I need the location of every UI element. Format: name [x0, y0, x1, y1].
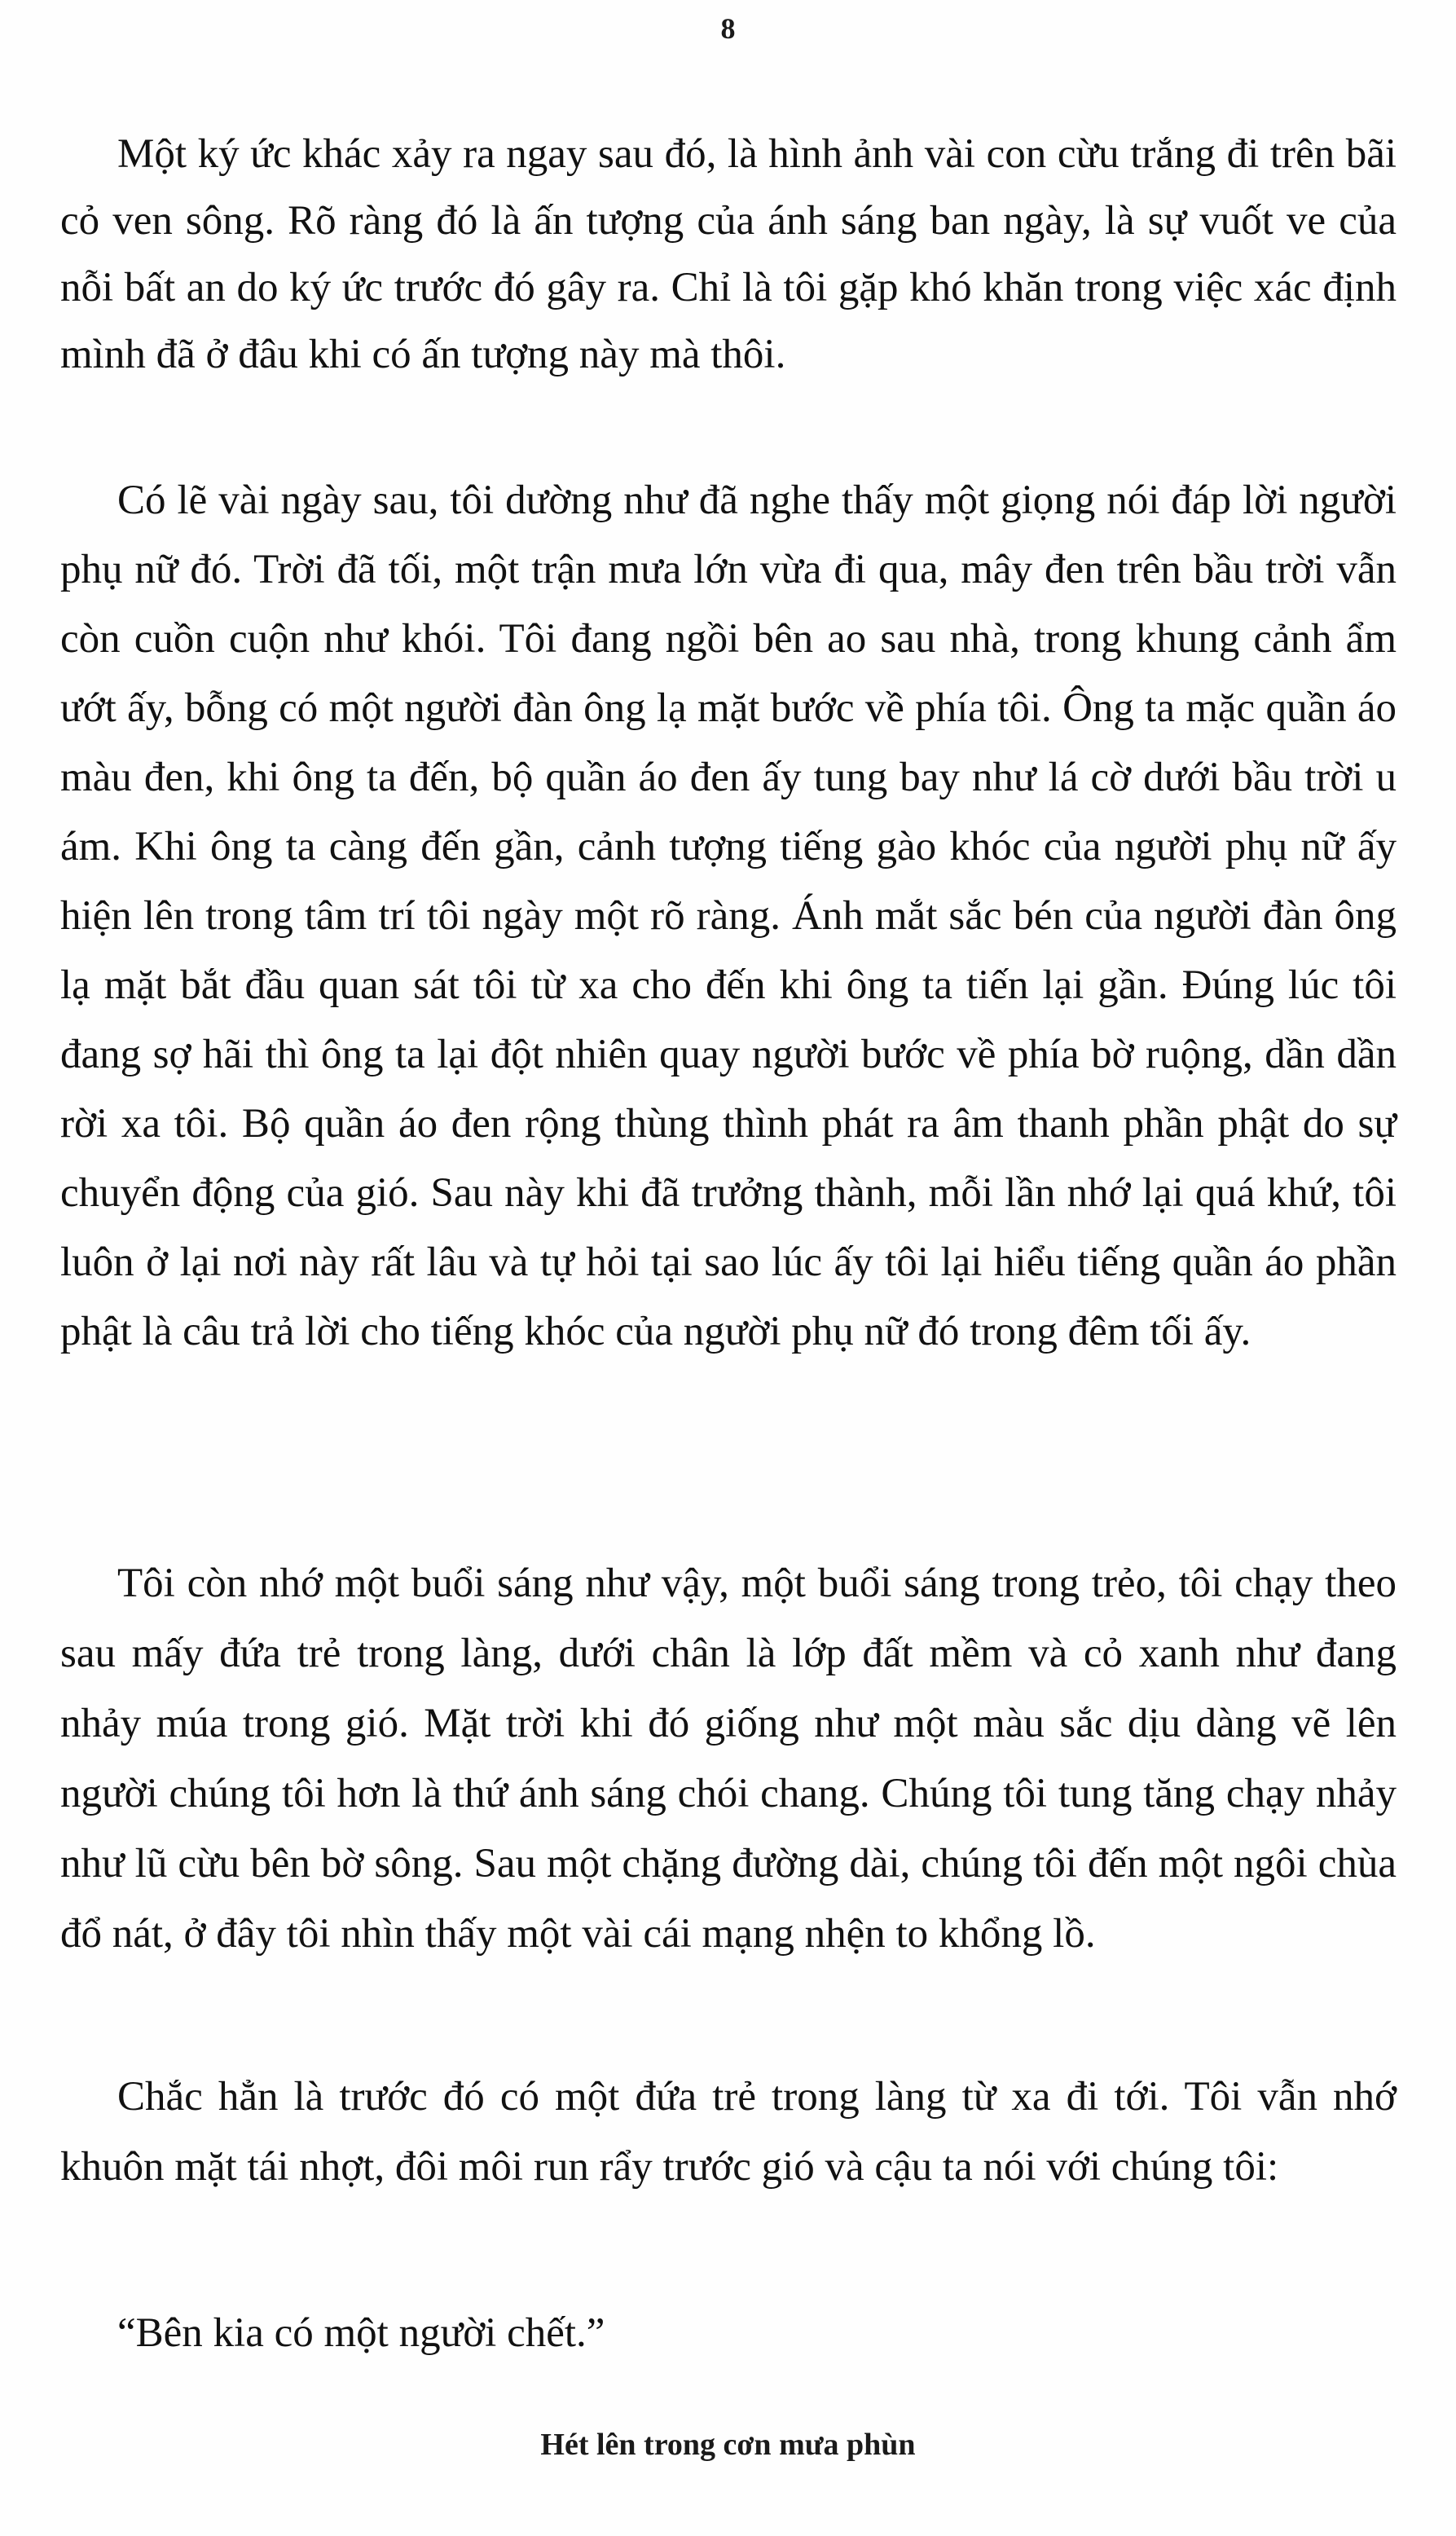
quoted-dialogue — [60, 2298, 1397, 2368]
paragraph-text: “Bên kia có một người chết.” — [117, 2310, 605, 2356]
paragraph-text: Tôi còn nhớ một buổi sáng như vậy, một buổi sáng trong trẻo, tôi chạy theo sau mấy đứa trẻ trong làng, dưới chân là lớp đất mềm và cỏ xanh như đang nhảy múa trong gió. Mặt trời khi đó giống như một màu sắc dịu dàng vẽ lên người chúng tôi hơn là thứ ánh sáng chói chang. Chúng tôi tung tăng chạy nhảy như lũ cừu bên bờ sông. Sau một chặng đường dài, chúng tôi đến một ngôi chùa đổ nát, ở đây tôi nhìn thấy một vài cái mạng nhện to khổng lồ. — [60, 1561, 1397, 1957]
paragraph-text: Có lẽ vài ngày sau, tôi dường như đã nghe thấy một giọng nói đáp lời người phụ nữ đó. Trời đã tối, một trận mưa lớn vừa đi qua, mây đen trên bầu trời vẫn còn cuồn cuộn như khói. Tôi đang ngồi bên ao sau nhà, trong khung cảnh ẩm ướt ấy, bỗng có một người đàn ông lạ mặt bước về phía tôi. Ông ta mặc quần áo màu đen, khi ông ta đến, bộ quần áo đen ấy tung bay như lá cờ dưới bầu trời u ám. Khi ông ta càng đến gần, cảnh tượng tiếng gào khóc của người phụ nữ ấy hiện lên trong tâm trí tôi ngày một rõ ràng. Ánh mắt sắc bén của người đàn ông lạ mặt bắt đầu quan sát tôi từ xa cho đến khi ông ta tiến lại gần. Đúng lúc tôi đang sợ hãi thì ông ta lại đột nhiên quay người bước về phía bờ ruộng, dần dần rời xa tôi. Bộ quần áo đen rộng thùng thình phát ra âm thanh phần phật do sự chuyển động của gió. Sau này khi đã trưởng thành, mỗi lần nhớ lại quá khứ, tôi luôn ở lại nơi này rất lâu và tự hỏi tại sao lúc ấy tôi lại hiểu tiếng quần áo phần phật là câu trả lời cho tiếng khóc của người phụ nữ đó trong đêm tối ấy. — [60, 478, 1397, 1354]
paragraph-3 — [60, 1548, 1397, 1969]
paragraph-text: Một ký ức khác xảy ra ngay sau đó, là hình ảnh vài con cừu trắng đi trên bãi cỏ ven sông. Rõ ràng đó là ấn tượng của ánh sáng ban ngày, là sự vuốt ve của nỗi bất an do ký ức trước đó gây ra. Chỉ là tôi gặp khó khăn trong việc xác định mình đã ở đâu khi có ấn tượng này mà thôi. — [60, 131, 1397, 377]
paragraph-4 — [60, 2062, 1397, 2202]
page-number: 8 — [720, 12, 736, 45]
paragraph-1 — [60, 121, 1397, 388]
paragraph-2 — [60, 466, 1397, 1367]
paragraph-text: Chắc hẳn là trước đó có một đứa trẻ trong làng từ xa đi tới. Tôi vẫn nhớ khuôn mặt tái nhợt, đôi môi run rẩy trước gió và cậu ta nói với chúng tôi: — [60, 2074, 1397, 2190]
running-footer-book-title: Hét lên trong cơn mưa phùn — [540, 2428, 916, 2462]
